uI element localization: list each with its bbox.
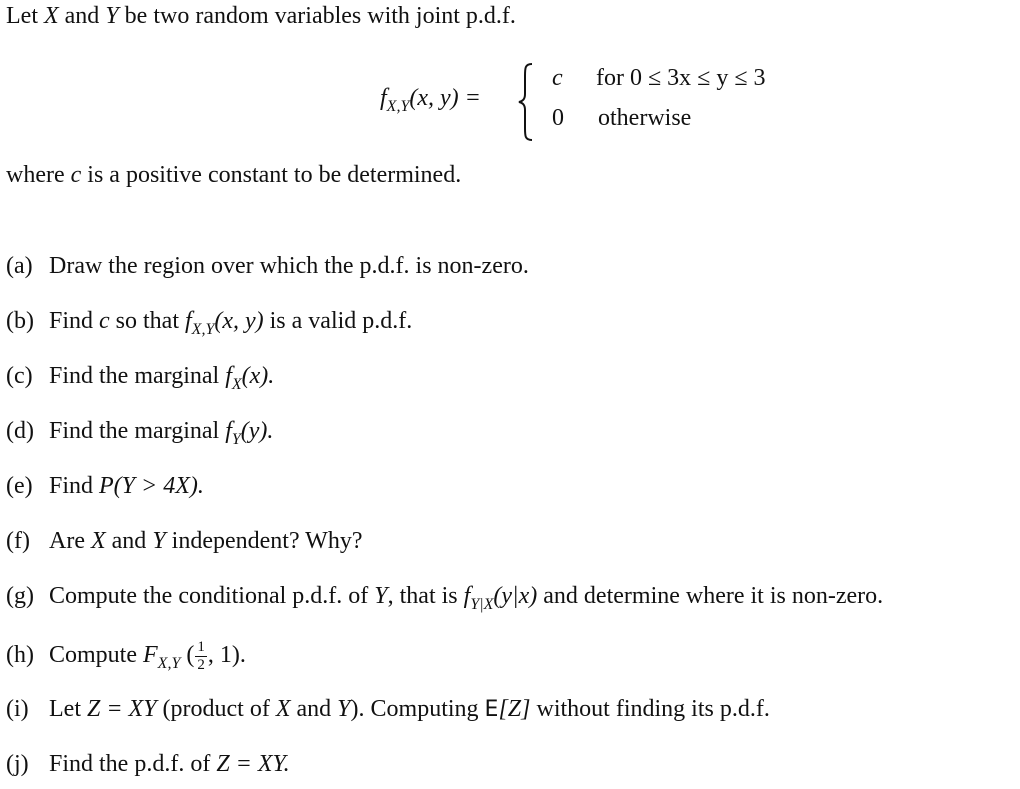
cdf-args-tail: , 1). bbox=[207, 642, 246, 669]
question-e bbox=[6, 474, 204, 498]
question-text: Find the marginal bbox=[49, 363, 226, 389]
question-f bbox=[6, 529, 363, 553]
formula-subscript: X,Y bbox=[386, 98, 410, 115]
question-label: (a) bbox=[6, 253, 33, 279]
var-y: Y bbox=[374, 583, 388, 609]
function-f: f bbox=[185, 308, 192, 334]
where-var: c bbox=[70, 162, 82, 188]
question-text: and bbox=[290, 696, 338, 722]
question-j bbox=[6, 752, 290, 776]
question-text: without finding its p.d.f. bbox=[530, 696, 770, 722]
question-text: Find bbox=[49, 473, 100, 499]
intro-and: and bbox=[58, 3, 106, 29]
function-args: (y|x) bbox=[493, 583, 538, 609]
question-text: Find bbox=[49, 308, 100, 334]
cdf-subscript: X,Y bbox=[157, 655, 181, 673]
left-brace-icon bbox=[516, 62, 536, 142]
question-text: Compute bbox=[49, 642, 143, 669]
function-args: (x, y) bbox=[214, 308, 264, 334]
product-expression: Z = XY bbox=[86, 696, 157, 722]
expectation-arg: [Z] bbox=[498, 696, 531, 722]
question-a bbox=[6, 254, 529, 278]
function-subscript: Y bbox=[231, 431, 241, 448]
intro-prefix: Let bbox=[6, 3, 44, 29]
question-label: (g) bbox=[6, 583, 34, 609]
probability-expression: P(Y > 4X). bbox=[99, 473, 204, 499]
function-args: (y). bbox=[240, 418, 274, 444]
var-y: Y bbox=[337, 696, 351, 722]
question-text: and determine where it is non-zero. bbox=[537, 583, 884, 609]
product-expression: Z = XY. bbox=[216, 751, 290, 777]
question-label: (b) bbox=[6, 308, 34, 334]
cdf-open-paren: ( bbox=[180, 642, 195, 669]
question-text: Let bbox=[49, 696, 87, 722]
formula-f: f bbox=[380, 85, 387, 111]
question-label: (e) bbox=[6, 473, 33, 499]
var-y: Y bbox=[152, 528, 166, 554]
cdf-F: F bbox=[143, 642, 158, 669]
intro-suffix: be two random variables with joint p.d.f. bbox=[118, 3, 516, 29]
function-f: f bbox=[463, 583, 471, 609]
question-text: ). Computing bbox=[350, 696, 485, 722]
question-i bbox=[6, 697, 770, 721]
question-label: (f) bbox=[6, 528, 30, 554]
case1-condition: for 0 ≤ 3x ≤ y ≤ 3 bbox=[596, 65, 766, 91]
question-text: Find the marginal bbox=[49, 418, 226, 444]
question-text: is a valid p.d.f. bbox=[263, 308, 413, 334]
question-text: , that is bbox=[387, 583, 464, 609]
question-text: Draw the region over which the p.d.f. is non-zero. bbox=[49, 253, 529, 279]
question-text: (product of bbox=[156, 696, 276, 722]
var-c: c bbox=[99, 308, 110, 334]
var-x: X bbox=[43, 3, 59, 29]
fraction-denominator: 2 bbox=[197, 657, 205, 673]
question-text: independent? Why? bbox=[165, 528, 363, 554]
case1-value: c bbox=[552, 65, 563, 91]
function-args: (x). bbox=[241, 363, 275, 389]
question-text: Compute the conditional p.d.f. of bbox=[49, 583, 375, 609]
expectation-symbol: E bbox=[484, 697, 499, 722]
function-subscript: X,Y bbox=[191, 321, 215, 338]
function-subscript: Y|X bbox=[470, 596, 494, 613]
question-label: (j) bbox=[6, 751, 29, 777]
var-y: Y bbox=[105, 3, 119, 29]
function-f: f bbox=[225, 418, 232, 444]
question-text: and bbox=[105, 528, 153, 554]
formula-args: (x, y) = bbox=[409, 85, 481, 111]
question-text: so that bbox=[109, 308, 185, 334]
function-subscript: X bbox=[231, 376, 242, 393]
question-text: Are bbox=[49, 528, 91, 554]
var-x: X bbox=[90, 528, 106, 554]
question-c bbox=[6, 363, 275, 393]
question-d bbox=[6, 418, 274, 448]
question-h bbox=[6, 640, 246, 673]
question-text: Find the p.d.f. of bbox=[49, 751, 217, 777]
fraction-numerator: 1 bbox=[197, 639, 205, 655]
where-prefix: where bbox=[6, 162, 71, 188]
var-x: X bbox=[275, 696, 291, 722]
question-g bbox=[6, 583, 884, 613]
formula-lhs bbox=[380, 85, 481, 115]
joint-pdf-formula bbox=[380, 62, 840, 142]
fraction-one-half bbox=[195, 640, 207, 673]
question-b bbox=[6, 308, 413, 338]
question-label: (d) bbox=[6, 418, 34, 444]
question-label: (c) bbox=[6, 363, 33, 389]
case2-condition: otherwise bbox=[598, 105, 692, 131]
case2-value: 0 bbox=[552, 105, 564, 131]
where-line bbox=[6, 163, 461, 187]
function-f: f bbox=[225, 363, 232, 389]
question-label: (h) bbox=[6, 642, 34, 669]
intro-line bbox=[6, 4, 516, 28]
question-label: (i) bbox=[6, 696, 29, 722]
where-suffix: is a positive constant to be determined. bbox=[81, 162, 462, 188]
